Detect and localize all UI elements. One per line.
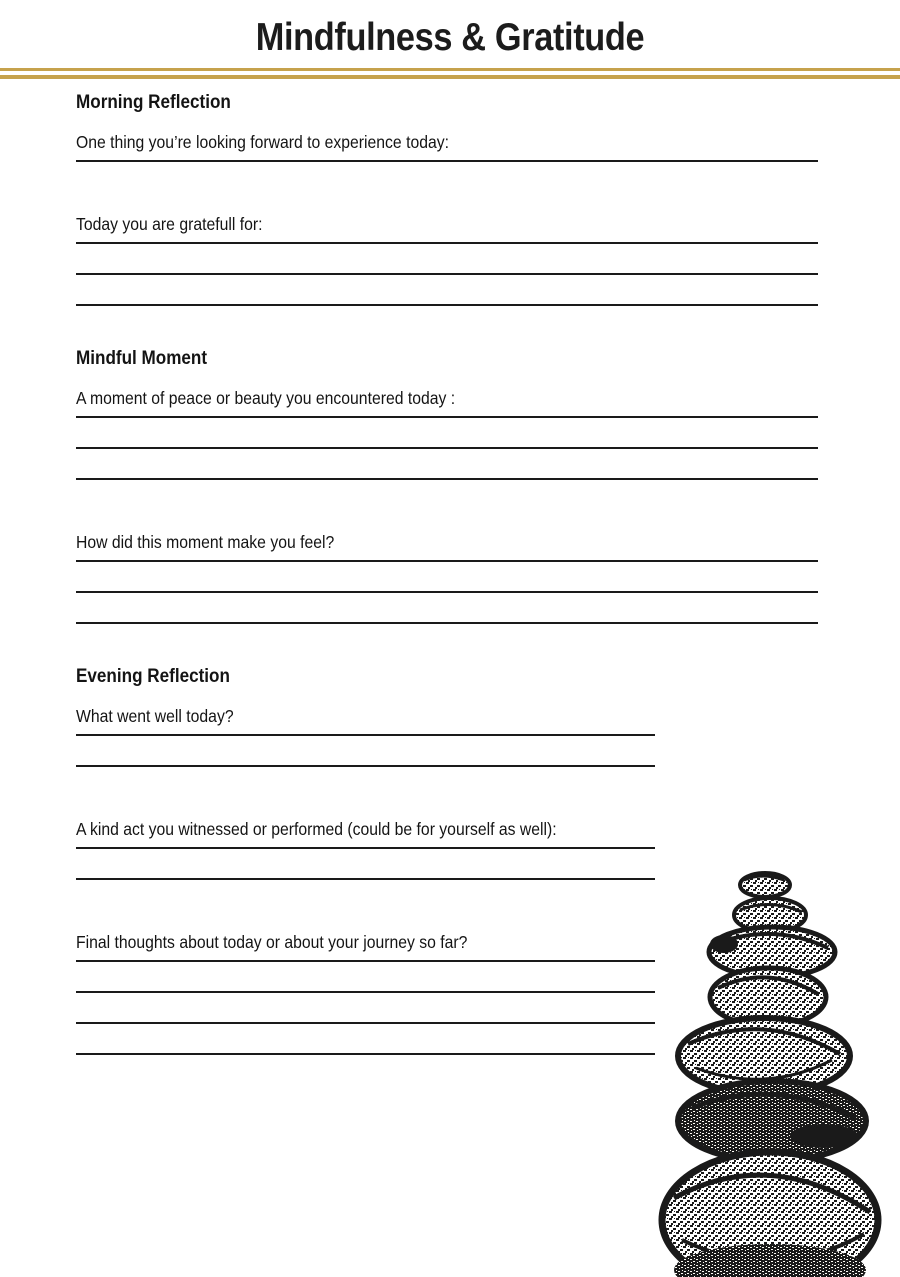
prompt-label: Today you are gratefull for: (76, 214, 263, 234)
prompt-label: A moment of peace or beauty you encountered today : (76, 388, 456, 408)
section-heading: Evening Reflection (76, 666, 230, 687)
answer-write-line[interactable] (76, 591, 818, 593)
answer-write-line[interactable] (76, 1022, 655, 1024)
gold-divider-bar-top (0, 68, 900, 71)
answer-write-line[interactable] (76, 447, 818, 449)
answer-write-line[interactable] (76, 991, 655, 993)
gold-divider-bar-bottom (0, 75, 900, 79)
answer-write-line[interactable] (76, 960, 655, 962)
answer-write-line[interactable] (76, 304, 818, 306)
answer-write-line[interactable] (76, 560, 818, 562)
answer-write-line[interactable] (76, 416, 818, 418)
answer-write-line[interactable] (76, 847, 655, 849)
answer-write-line[interactable] (76, 478, 818, 480)
section-heading: Mindful Moment (76, 348, 208, 369)
prompt-label: What went well today? (76, 706, 234, 726)
answer-write-line[interactable] (76, 160, 818, 162)
section-heading: Morning Reflection (76, 92, 231, 113)
prompt-label: How did this moment make you feel? (76, 532, 335, 552)
answer-write-line[interactable] (76, 242, 818, 244)
answer-write-line[interactable] (76, 734, 655, 736)
gold-divider (0, 68, 900, 79)
answer-write-line[interactable] (76, 622, 818, 624)
answer-write-line[interactable] (76, 878, 655, 880)
prompt-label: A kind act you witnessed or performed (could be for yourself as well): (76, 819, 557, 839)
answer-write-line[interactable] (76, 765, 655, 767)
page-title: Mindfulness & Gratitude (255, 16, 645, 59)
worksheet-content (76, 92, 836, 1073)
prompt-label: Final thoughts about today or about your journey so far? (76, 932, 468, 952)
prompt-label: One thing you’re looking forward to experience today: (76, 132, 449, 152)
answer-write-line[interactable] (76, 1053, 655, 1055)
answer-write-line[interactable] (76, 273, 818, 275)
